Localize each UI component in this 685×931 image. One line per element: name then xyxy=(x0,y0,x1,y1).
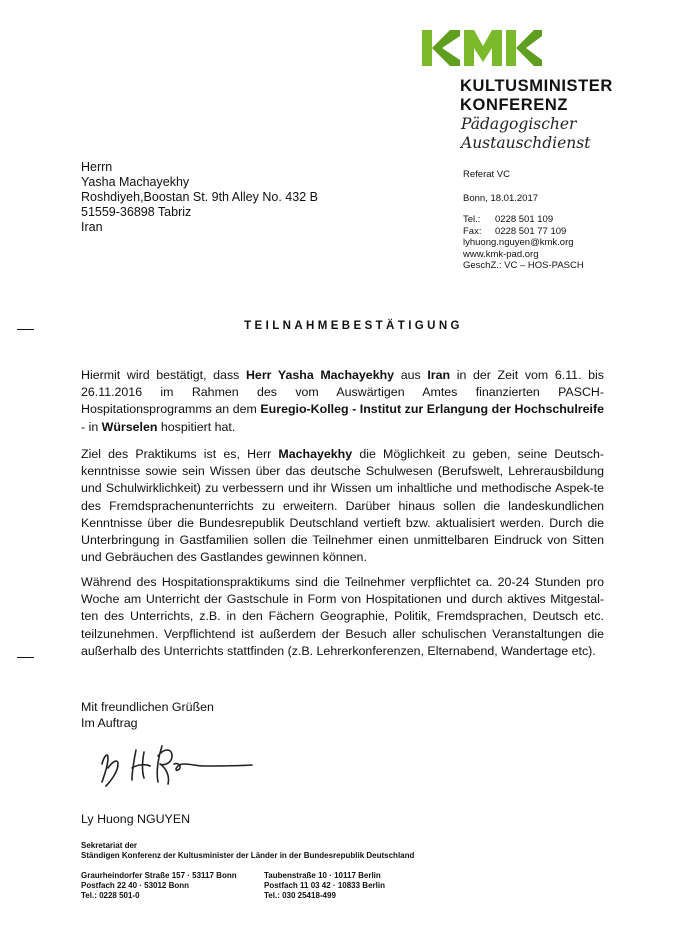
signer-name: Ly Huong NGUYEN xyxy=(81,812,191,826)
footer-bonn-street: Graurheindorfer Straße 157 · 53117 Bonn xyxy=(81,871,237,880)
reference-number: GeschZ.: VC – HOS-PASCH xyxy=(463,260,584,271)
footer-secretariat xyxy=(81,841,414,861)
footer-berlin-street: Taubenstraße 10 · 10117 Berlin xyxy=(264,871,381,880)
fax-label: Fax: xyxy=(463,225,482,237)
fax-number: 0228 501 77 109 xyxy=(495,225,567,237)
footer-berlin-tel: Tel.: 030 25418-499 xyxy=(264,891,336,900)
org-subtitle-line2: Austauschdienst xyxy=(461,134,591,152)
kmk-logo xyxy=(422,30,542,66)
recipient-city: 51559-36898 Tabriz xyxy=(81,205,192,219)
footer-bonn-tel: Tel.: 0228 501-0 xyxy=(81,891,140,900)
org-name-line2: KONFERENZ xyxy=(460,96,569,114)
footer-berlin-address xyxy=(264,871,385,901)
document-title: TEILNAHMEBESTÄTIGUNG xyxy=(244,320,463,332)
closing xyxy=(81,700,214,731)
recipient-country: Iran xyxy=(81,220,103,234)
footer-bonn-address xyxy=(81,871,237,901)
handwritten-signature xyxy=(96,742,256,788)
paragraph-obligations: Während des Hospitationspraktikums sind die Teilnehmer verpflichtet ca. 20-24 Stunden pro Woche am Unterricht der Gastschule in Form von Hospitationen und durch aktives Mitgestal-ten des Unterrichts, z.B. in den Fächern Geographie, Politik, Fremdsprachen, Deutsch etc. teilzunehmen. Verpflichtend ist außerdem der Besuch aller schulischen Veranstaltungen die außerhalb des Unterrichts stattfinden (z.B. Lehrerkonferenzen, Elternabend, Wandertage etc). xyxy=(81,575,604,658)
recipient-name: Yasha Machayekhy xyxy=(81,175,190,189)
footer-sec-line2: Ständigen Konferenz der Kultusminister der Länder in der Bundesrepublik Deutschland xyxy=(81,851,415,860)
contact-block xyxy=(463,214,584,272)
fold-mark-bottom xyxy=(17,657,34,658)
email: lyhuong.nguyen@kmk.org xyxy=(463,237,574,248)
paragraph-confirmation: Hiermit wird bestätigt, dass Herr Yasha Machayekhy aus Iran in der Zeit vom 6.11. bis 26.11.2016 im Rahmen des vom Auswärtigen Amtes finanzierten PASCH-Hospitationsprogramms an dem Euregio-Kolleg - Institut zur Erlangung der Hochschulreife - in Würselen hospitiert hat. xyxy=(81,368,604,434)
recipient-salutation: Herrn xyxy=(81,160,113,174)
closing-on-behalf: Im Auftrag xyxy=(81,715,138,730)
org-subtitle-line1: Pädagogischer xyxy=(461,115,577,133)
org-name-line1: KULTUSMINISTER xyxy=(460,77,613,95)
tel-label: Tel.: xyxy=(463,214,481,225)
tel-number: 0228 501 109 xyxy=(495,214,554,225)
paragraph-goal: Ziel des Praktikums ist es, Herr Machayekhy die Möglichkeit zu geben, seine Deutsch-kenntnisse sowie sein Wissen über das deutsche Schulwesen (Berufswelt, Lehrerausbildung und Schulwirklichkeit) zu verbessern und ihr Wissen um inhaltliche und methodische Aspek-te des Fremdsprachenunterrichts zu erweitern. Darüber hinaus sollen die landeskundlichen Kenntnisse über die Bundesrepublik Deutschland vertieft bzw. aktualisiert werden. Durch die Unterbringung in Gastfamilien sollen die Teilnehmer einen unmittelbaren Eindruck von Sitten und Gebräuchen des Gastlandes gewinnen können. xyxy=(81,447,605,565)
footer-berlin-postbox: Postfach 11 03 42 · 10833 Berlin xyxy=(264,881,385,890)
footer-bonn-postbox: Postfach 22 40 · 53012 Bonn xyxy=(81,881,190,890)
footer-sec-line1: Sekretariat der xyxy=(81,841,138,850)
recipient-street: Roshdiyeh,Boostan St. 9th Alley No. 432 B xyxy=(81,190,318,204)
website: www.kmk-pad.org xyxy=(463,248,539,260)
referat: Referat VC xyxy=(463,169,510,180)
closing-greeting: Mit freundlichen Grüßen xyxy=(81,700,214,714)
recipient-address xyxy=(81,160,318,235)
letter-date: Bonn, 18.01.2017 xyxy=(463,193,539,204)
